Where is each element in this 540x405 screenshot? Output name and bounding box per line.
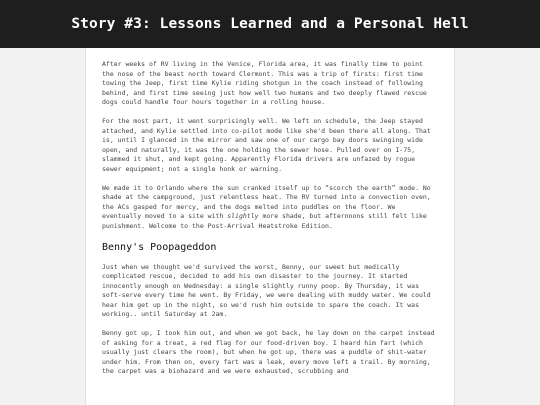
page-title: Story #3: Lessons Learned and a Personal Hell bbox=[71, 16, 469, 32]
paragraph-benny-intro: Just when we thought we'd survived the worst, Benny, our sweet but medically complicated rescue, decided to add his own disaster to the journey. It started innocently enough on Wednesday: a single slightly runny poop. By Thursday, it was soft-serve every time he went. By Friday, we were dealing with muddy water. We could hear him get up in the night, so we'd rush him outside to spare the coach. It was working.. until Saturday at 2am. bbox=[102, 262, 431, 319]
article-body bbox=[85, 48, 455, 405]
paragraph-intro: After weeks of RV living in the Venice, Florida area, it was finally time to point the nose of the beast north toward Clermont. This was a trip of firsts: first time towing the Jeep, first time Kylie riding shotgun in the coach instead of following behind, and first time seeing just how well two humans and two deeply flawed rescue dogs could handle four hours together in a rolling house. bbox=[102, 60, 427, 107]
paragraph-orlando bbox=[102, 184, 438, 232]
section-heading: Benny's Poopageddon bbox=[102, 241, 217, 253]
emphasis-slightly: slightly bbox=[227, 212, 259, 221]
paragraph-trip: For the most part, it went surprisingly well. We left on schedule, the Jeep stayed attached, and Kylie settled into co-pilot mode like she'd been there all along. That is, until I glanced in the mirror and saw one of our cargo bay doors swinging wide open, and naturally, it was the one holding the sewer hose. Pulled over on I-75, slammed it shut, and kept going. Apparently Florida drivers are unfazed by rogue sewer equipment; not a single honk or warning. bbox=[102, 116, 431, 173]
paragraph-orlando-start: We made it to Orlando where the sun cranked itself up to “scorch the earth” mode. No shade at the campground, just relentless heat. The RV turned into a convection oven, the ACs gasped for mercy, and the dogs melted into puddles on the floor. We eventually moved to a site with bbox=[102, 183, 431, 221]
paragraph-benny-night: Benny got up, I took him out, and when we got back, he lay down on the carpet instead of asking for a treat, a red flag for our food-driven boy. I heard him fart (which usually just clears the room), but when he got up, there was a puddle of shit-water under him. From then on, every fart was a leak, every move left a trail. By morning, the carpet was a biohazard and we were exhausted, scrubbing and bbox=[102, 329, 435, 376]
paragraph-orlando-end: more shade, but afternoons still felt like punishment. Welcome to the Post-Arrival Heatstroke Edition. bbox=[102, 212, 427, 230]
page-header bbox=[0, 0, 540, 48]
